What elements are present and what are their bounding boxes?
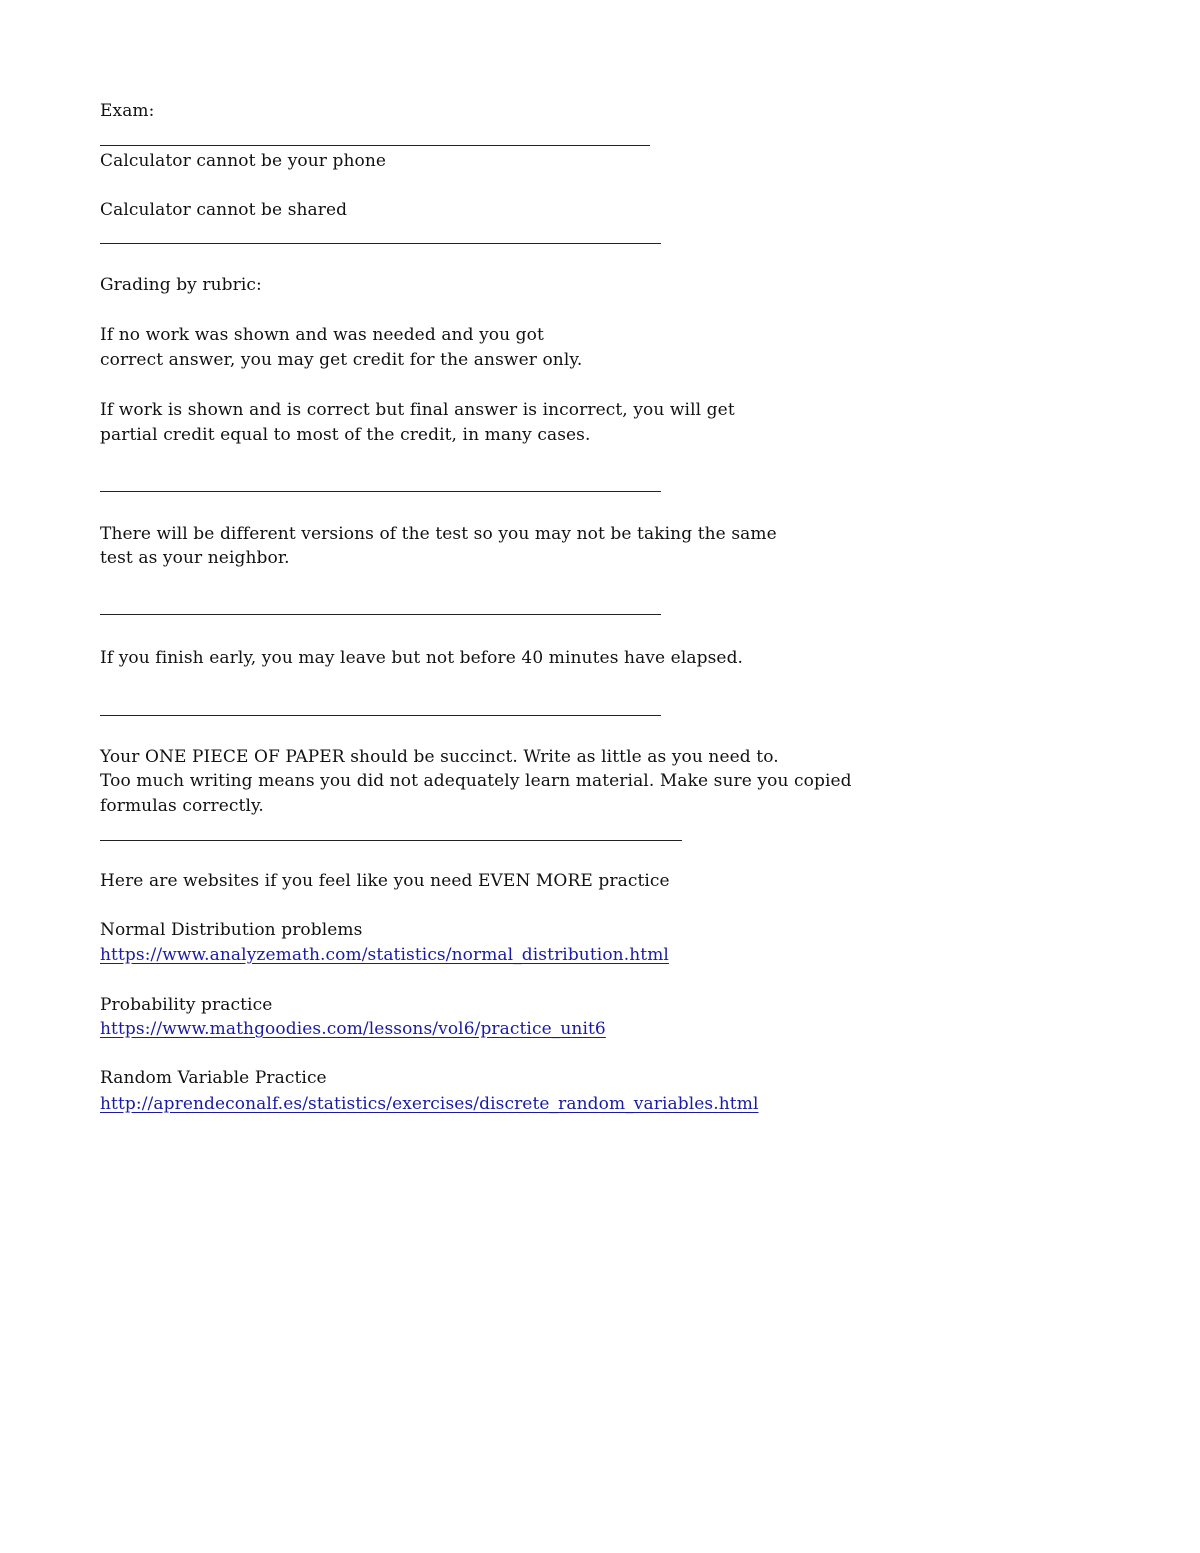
link-normal-distribution[interactable]: https://www.analyzemath.com/statistics/normal_distribution.html xyxy=(100,945,669,965)
grading-para2-line2: partial credit equal to most of the credit, in many cases. xyxy=(100,425,591,445)
website-link-probability xyxy=(100,1019,606,1039)
divider-2 xyxy=(100,243,661,244)
link-probability-practice[interactable]: https://www.mathgoodies.com/lessons/vol6/practice_unit6 xyxy=(100,1019,606,1039)
divider-4 xyxy=(100,614,661,615)
website-link-random-variable xyxy=(100,1094,758,1114)
grading-para1-line1: If no work was shown and was needed and you got xyxy=(100,325,544,345)
website-title-probability: Probability practice xyxy=(100,995,273,1015)
website-title-random-variable: Random Variable Practice xyxy=(100,1068,327,1088)
divider-1 xyxy=(100,145,650,146)
calculator-rule-phone: Calculator cannot be your phone xyxy=(100,151,387,171)
versions-line2: test as your neighbor. xyxy=(100,548,290,568)
paper-note-line2: Too much writing means you did not adequately learn material. Make sure you copied xyxy=(100,771,852,791)
finish-early-note: If you finish early, you may leave but not before 40 minutes have elapsed. xyxy=(100,648,744,668)
website-title-normal-distribution: Normal Distribution problems xyxy=(100,920,363,940)
calculator-rule-shared: Calculator cannot be shared xyxy=(100,200,348,220)
divider-6 xyxy=(100,840,682,841)
website-link-normal-distribution xyxy=(100,945,669,965)
divider-3 xyxy=(100,491,661,492)
websites-intro: Here are websites if you feel like you need EVEN MORE practice xyxy=(100,871,670,891)
grading-heading: Grading by rubric: xyxy=(100,275,262,295)
versions-line1: There will be different versions of the test so you may not be taking the same xyxy=(100,524,777,544)
paper-note-line3: formulas correctly. xyxy=(100,796,264,816)
paper-note-line1: Your ONE PIECE OF PAPER should be succinct. Write as little as you need to. xyxy=(100,747,779,767)
grading-para1-line2: correct answer, you may get credit for the answer only. xyxy=(100,350,583,370)
grading-para2-line1: If work is shown and is correct but final answer is incorrect, you will get xyxy=(100,400,735,420)
exam-label: Exam: xyxy=(100,101,155,121)
divider-5 xyxy=(100,715,661,716)
link-random-variable-practice[interactable]: http://aprendeconalf.es/statistics/exercises/discrete_random_variables.html xyxy=(100,1094,759,1114)
